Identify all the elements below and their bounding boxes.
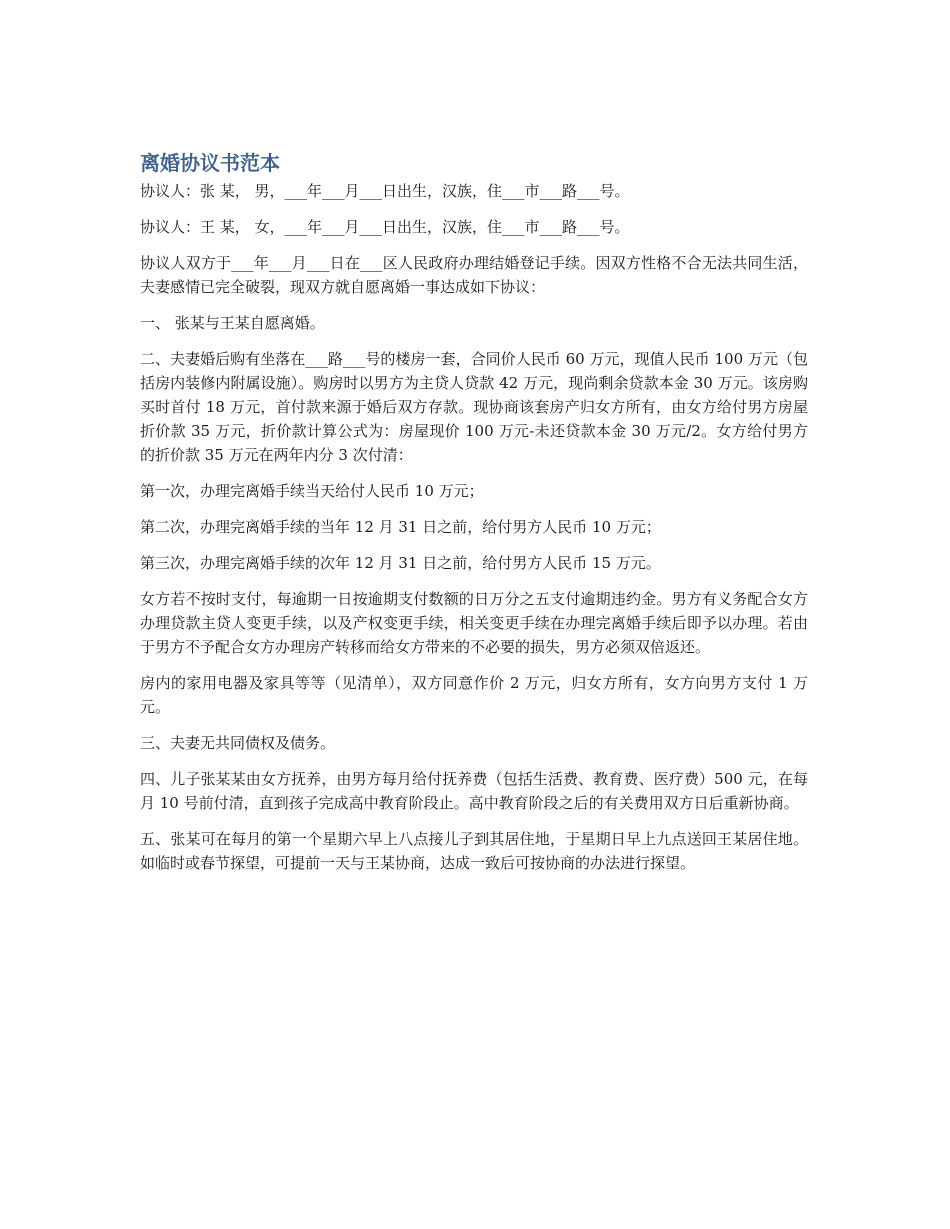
late-payment-paragraph: 女方若不按时支付，每逾期一日按逾期支付数额的日万分之五支付逾期违约金。男方有义务配合女方办理贷款主贷人变更手续，以及产权变更手续，相关变更手续在办理完离婚手续后即予以办理。若由于男方不予配合女方办理房产转移而给女方带来的不必要的损失，男方必须双倍返还。 [140, 590, 808, 656]
payment-1: 第一次，办理完离婚手续当天给付人民币 10 万元； [140, 482, 484, 500]
party-a-line: 协议人：张 某， 男，___年___月___日出生，汉族，住___市___路___号。 [140, 182, 630, 200]
clause-4-custody: 四、儿子张某某由女方抚养，由男方每月给付抚养费（包括生活费、教育费、医疗费）500 元，在每月 10 号前付清，直到孩子完成高中教育阶段止。高中教育阶段之后的有关费用双方日后重新协商。 [140, 770, 808, 812]
clause-5-visitation: 五、张某可在每月的第一个星期六早上八点接儿子到其居住地，于星期日早上九点送回王某居住地。如临时或春节探望，可提前一天与王某协商，达成一致后可按协商的办法进行探望。 [140, 830, 808, 872]
payment-2: 第二次，办理完离婚手续的当年 12 月 31 日之前，给付男方人民币 10 万元； [140, 518, 661, 536]
clause-3-debts: 三、夫妻无共同债权及债务。 [140, 734, 336, 752]
payment-3: 第三次，办理完离婚手续的次年 12 月 31 日之前，给付男方人民币 15 万元。 [140, 554, 661, 572]
document-title: 离婚协议书范本 [140, 151, 280, 175]
party-b-line: 协议人：王 某， 女，___年___月___日出生，汉族，住___市___路___号。 [140, 218, 630, 236]
appliances-paragraph: 房内的家用电器及家具等等（见清单），双方同意作价 2 万元，归女方所有，女方向男方支付 1 万元。 [140, 674, 808, 716]
clause-1: 一、 张某与王某自愿离婚。 [140, 314, 325, 332]
preamble-paragraph: 协议人双方于___年___月___日在___区人民政府办理结婚登记手续。因双方性格不合无法共同生活，夫妻感情已完全破裂，现双方就自愿离婚一事达成如下协议： [140, 254, 808, 296]
clause-2-property: 二、夫妻婚后购有坐落在___路___号的楼房一套，合同价人民币 60 万元，现值人民币 100 万元（包括房内装修内附属设施）。购房时以男方为主贷人贷款 42 万元，现尚剩余贷款本金 30 万元。该房购买时首付 18 万元，首付款来源于婚后双方存款。现协商该套房产归女方所有，由女方给付男方房屋折价款 35 万元，折价款计算公式为：房屋现价 100 万元-未还贷款本金 30 万元/2。女方给付男方的折价款 35 万元在两年内分 3 次付清： [140, 350, 808, 464]
document-page [140, 148, 808, 887]
